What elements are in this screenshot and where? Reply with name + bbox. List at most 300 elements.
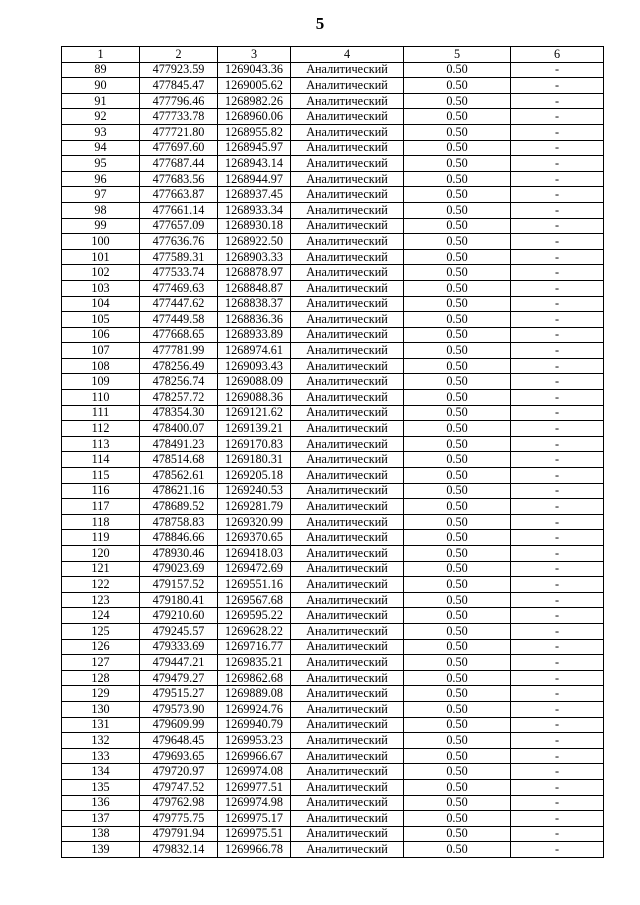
point-number-cell: 123 (62, 592, 140, 608)
note-cell: - (511, 764, 604, 780)
table-row (62, 639, 604, 655)
point-number-cell: 132 (62, 733, 140, 749)
y-coordinate-cell: 1268930.18 (218, 218, 291, 234)
accuracy-cell: 0.50 (404, 405, 511, 421)
x-coordinate-cell: 478256.49 (140, 358, 218, 374)
accuracy-cell: 0.50 (404, 483, 511, 499)
method-cell: Аналитический (291, 171, 404, 187)
table-row (62, 779, 604, 795)
x-coordinate-cell: 478256.74 (140, 374, 218, 390)
method-cell: Аналитический (291, 670, 404, 686)
note-cell: - (511, 826, 604, 842)
x-coordinate-cell: 479720.97 (140, 764, 218, 780)
point-number-cell: 136 (62, 795, 140, 811)
note-cell: - (511, 312, 604, 328)
y-coordinate-cell: 1269974.08 (218, 764, 291, 780)
accuracy-cell: 0.50 (404, 452, 511, 468)
point-number-cell: 114 (62, 452, 140, 468)
table-row (62, 124, 604, 140)
table-row (62, 577, 604, 593)
y-coordinate-cell: 1268933.34 (218, 202, 291, 218)
note-cell: - (511, 109, 604, 125)
note-cell: - (511, 623, 604, 639)
method-cell: Аналитический (291, 779, 404, 795)
x-coordinate-cell: 478689.52 (140, 499, 218, 515)
table-row (62, 748, 604, 764)
x-coordinate-cell: 477533.74 (140, 265, 218, 281)
table-row (62, 218, 604, 234)
accuracy-cell: 0.50 (404, 811, 511, 827)
method-cell: Аналитический (291, 452, 404, 468)
note-cell: - (511, 530, 604, 546)
note-cell: - (511, 670, 604, 686)
x-coordinate-cell: 477845.47 (140, 78, 218, 94)
point-number-cell: 97 (62, 187, 140, 203)
method-cell: Аналитический (291, 623, 404, 639)
point-number-cell: 103 (62, 280, 140, 296)
method-cell: Аналитический (291, 374, 404, 390)
note-cell: - (511, 78, 604, 94)
accuracy-cell: 0.50 (404, 670, 511, 686)
y-coordinate-cell: 1268945.97 (218, 140, 291, 156)
y-coordinate-cell: 1269567.68 (218, 592, 291, 608)
accuracy-cell: 0.50 (404, 171, 511, 187)
accuracy-cell: 0.50 (404, 826, 511, 842)
x-coordinate-cell: 477449.58 (140, 312, 218, 328)
x-coordinate-cell: 479762.98 (140, 795, 218, 811)
accuracy-cell: 0.50 (404, 187, 511, 203)
method-cell: Аналитический (291, 202, 404, 218)
note-cell: - (511, 795, 604, 811)
note-cell: - (511, 374, 604, 390)
y-coordinate-cell: 1269551.16 (218, 577, 291, 593)
x-coordinate-cell: 477781.99 (140, 343, 218, 359)
point-number-cell: 108 (62, 358, 140, 374)
note-cell: - (511, 124, 604, 140)
header-cell-4: 4 (291, 47, 404, 63)
x-coordinate-cell: 477721.80 (140, 124, 218, 140)
accuracy-cell: 0.50 (404, 795, 511, 811)
point-number-cell: 95 (62, 156, 140, 172)
y-coordinate-cell: 1268955.82 (218, 124, 291, 140)
y-coordinate-cell: 1269093.43 (218, 358, 291, 374)
point-number-cell: 92 (62, 109, 140, 125)
method-cell: Аналитический (291, 686, 404, 702)
x-coordinate-cell: 477661.14 (140, 202, 218, 218)
y-coordinate-cell: 1269835.21 (218, 655, 291, 671)
note-cell: - (511, 93, 604, 109)
header-cell-2: 2 (140, 47, 218, 63)
method-cell: Аналитический (291, 639, 404, 655)
x-coordinate-cell: 477733.78 (140, 109, 218, 125)
note-cell: - (511, 436, 604, 452)
method-cell: Аналитический (291, 109, 404, 125)
table-row (62, 436, 604, 452)
table-row (62, 514, 604, 530)
point-number-cell: 111 (62, 405, 140, 421)
y-coordinate-cell: 1268922.50 (218, 234, 291, 250)
table-row (62, 312, 604, 328)
y-coordinate-cell: 1269418.03 (218, 546, 291, 562)
table-row (62, 842, 604, 858)
method-cell: Аналитический (291, 78, 404, 94)
accuracy-cell: 0.50 (404, 639, 511, 655)
note-cell: - (511, 249, 604, 265)
method-cell: Аналитический (291, 234, 404, 250)
point-number-cell: 89 (62, 62, 140, 78)
y-coordinate-cell: 1268937.45 (218, 187, 291, 203)
point-number-cell: 120 (62, 546, 140, 562)
note-cell: - (511, 452, 604, 468)
method-cell: Аналитический (291, 343, 404, 359)
accuracy-cell: 0.50 (404, 390, 511, 406)
note-cell: - (511, 701, 604, 717)
table-row (62, 140, 604, 156)
table-header (62, 47, 604, 63)
x-coordinate-cell: 477589.31 (140, 249, 218, 265)
table-row (62, 608, 604, 624)
method-cell: Аналитический (291, 265, 404, 281)
x-coordinate-cell: 479573.90 (140, 701, 218, 717)
accuracy-cell: 0.50 (404, 577, 511, 593)
point-number-cell: 113 (62, 436, 140, 452)
table-row (62, 327, 604, 343)
accuracy-cell: 0.50 (404, 499, 511, 515)
accuracy-cell: 0.50 (404, 156, 511, 172)
y-coordinate-cell: 1269889.08 (218, 686, 291, 702)
method-cell: Аналитический (291, 436, 404, 452)
note-cell: - (511, 577, 604, 593)
note-cell: - (511, 405, 604, 421)
table-row (62, 468, 604, 484)
method-cell: Аналитический (291, 249, 404, 265)
accuracy-cell: 0.50 (404, 78, 511, 94)
point-number-cell: 93 (62, 124, 140, 140)
note-cell: - (511, 748, 604, 764)
point-number-cell: 133 (62, 748, 140, 764)
note-cell: - (511, 296, 604, 312)
table-row (62, 296, 604, 312)
accuracy-cell: 0.50 (404, 764, 511, 780)
point-number-cell: 116 (62, 483, 140, 499)
x-coordinate-cell: 477687.44 (140, 156, 218, 172)
point-number-cell: 100 (62, 234, 140, 250)
method-cell: Аналитический (291, 561, 404, 577)
point-number-cell: 135 (62, 779, 140, 795)
method-cell: Аналитический (291, 826, 404, 842)
table-row (62, 93, 604, 109)
point-number-cell: 98 (62, 202, 140, 218)
table-body (62, 62, 604, 857)
y-coordinate-cell: 1268903.33 (218, 249, 291, 265)
x-coordinate-cell: 479180.41 (140, 592, 218, 608)
point-number-cell: 102 (62, 265, 140, 281)
method-cell: Аналитический (291, 218, 404, 234)
y-coordinate-cell: 1269975.51 (218, 826, 291, 842)
note-cell: - (511, 811, 604, 827)
table-row (62, 655, 604, 671)
note-cell: - (511, 608, 604, 624)
x-coordinate-cell: 477636.76 (140, 234, 218, 250)
accuracy-cell: 0.50 (404, 62, 511, 78)
note-cell: - (511, 779, 604, 795)
method-cell: Аналитический (291, 655, 404, 671)
accuracy-cell: 0.50 (404, 842, 511, 858)
note-cell: - (511, 343, 604, 359)
method-cell: Аналитический (291, 140, 404, 156)
accuracy-cell: 0.50 (404, 202, 511, 218)
table-row (62, 686, 604, 702)
table-row (62, 826, 604, 842)
point-number-cell: 91 (62, 93, 140, 109)
table-row (62, 62, 604, 78)
accuracy-cell: 0.50 (404, 530, 511, 546)
x-coordinate-cell: 479832.14 (140, 842, 218, 858)
method-cell: Аналитический (291, 530, 404, 546)
note-cell: - (511, 655, 604, 671)
note-cell: - (511, 234, 604, 250)
accuracy-cell: 0.50 (404, 779, 511, 795)
table-row (62, 499, 604, 515)
point-number-cell: 138 (62, 826, 140, 842)
table-row (62, 405, 604, 421)
accuracy-cell: 0.50 (404, 218, 511, 234)
method-cell: Аналитический (291, 62, 404, 78)
method-cell: Аналитический (291, 717, 404, 733)
x-coordinate-cell: 477663.87 (140, 187, 218, 203)
table-row (62, 374, 604, 390)
point-number-cell: 127 (62, 655, 140, 671)
accuracy-cell: 0.50 (404, 686, 511, 702)
accuracy-cell: 0.50 (404, 343, 511, 359)
note-cell: - (511, 686, 604, 702)
table-row (62, 701, 604, 717)
x-coordinate-cell: 479609.99 (140, 717, 218, 733)
table-row (62, 234, 604, 250)
x-coordinate-cell: 477796.46 (140, 93, 218, 109)
y-coordinate-cell: 1269924.76 (218, 701, 291, 717)
method-cell: Аналитический (291, 296, 404, 312)
note-cell: - (511, 842, 604, 858)
method-cell: Аналитический (291, 748, 404, 764)
y-coordinate-cell: 1269088.09 (218, 374, 291, 390)
table-row (62, 171, 604, 187)
y-coordinate-cell: 1269180.31 (218, 452, 291, 468)
y-coordinate-cell: 1269966.78 (218, 842, 291, 858)
accuracy-cell: 0.50 (404, 592, 511, 608)
note-cell: - (511, 358, 604, 374)
point-number-cell: 137 (62, 811, 140, 827)
table-row (62, 670, 604, 686)
y-coordinate-cell: 1269977.51 (218, 779, 291, 795)
accuracy-cell: 0.50 (404, 608, 511, 624)
x-coordinate-cell: 478257.72 (140, 390, 218, 406)
header-row (62, 47, 604, 63)
note-cell: - (511, 171, 604, 187)
header-cell-5: 5 (404, 47, 511, 63)
point-number-cell: 96 (62, 171, 140, 187)
point-number-cell: 117 (62, 499, 140, 515)
method-cell: Аналитический (291, 701, 404, 717)
note-cell: - (511, 265, 604, 281)
y-coordinate-cell: 1269240.53 (218, 483, 291, 499)
method-cell: Аналитический (291, 468, 404, 484)
point-number-cell: 122 (62, 577, 140, 593)
y-coordinate-cell: 1269170.83 (218, 436, 291, 452)
y-coordinate-cell: 1269974.98 (218, 795, 291, 811)
accuracy-cell: 0.50 (404, 312, 511, 328)
point-number-cell: 90 (62, 78, 140, 94)
accuracy-cell: 0.50 (404, 623, 511, 639)
method-cell: Аналитический (291, 842, 404, 858)
x-coordinate-cell: 479775.75 (140, 811, 218, 827)
method-cell: Аналитический (291, 280, 404, 296)
y-coordinate-cell: 1269862.68 (218, 670, 291, 686)
y-coordinate-cell: 1268974.61 (218, 343, 291, 359)
method-cell: Аналитический (291, 405, 404, 421)
method-cell: Аналитический (291, 312, 404, 328)
table-row (62, 156, 604, 172)
point-number-cell: 105 (62, 312, 140, 328)
y-coordinate-cell: 1269940.79 (218, 717, 291, 733)
y-coordinate-cell: 1268933.89 (218, 327, 291, 343)
table-row (62, 265, 604, 281)
note-cell: - (511, 280, 604, 296)
table-row (62, 546, 604, 562)
x-coordinate-cell: 477683.56 (140, 171, 218, 187)
y-coordinate-cell: 1269953.23 (218, 733, 291, 749)
x-coordinate-cell: 477697.60 (140, 140, 218, 156)
x-coordinate-cell: 479791.94 (140, 826, 218, 842)
note-cell: - (511, 499, 604, 515)
y-coordinate-cell: 1269966.67 (218, 748, 291, 764)
x-coordinate-cell: 478514.68 (140, 452, 218, 468)
x-coordinate-cell: 479479.27 (140, 670, 218, 686)
method-cell: Аналитический (291, 577, 404, 593)
point-number-cell: 101 (62, 249, 140, 265)
x-coordinate-cell: 479447.21 (140, 655, 218, 671)
x-coordinate-cell: 478562.61 (140, 468, 218, 484)
x-coordinate-cell: 479157.52 (140, 577, 218, 593)
note-cell: - (511, 733, 604, 749)
x-coordinate-cell: 477469.63 (140, 280, 218, 296)
accuracy-cell: 0.50 (404, 514, 511, 530)
x-coordinate-cell: 479747.52 (140, 779, 218, 795)
point-number-cell: 126 (62, 639, 140, 655)
table-row (62, 202, 604, 218)
y-coordinate-cell: 1269088.36 (218, 390, 291, 406)
accuracy-cell: 0.50 (404, 561, 511, 577)
y-coordinate-cell: 1268848.87 (218, 280, 291, 296)
method-cell: Аналитический (291, 608, 404, 624)
x-coordinate-cell: 477923.59 (140, 62, 218, 78)
method-cell: Аналитический (291, 592, 404, 608)
method-cell: Аналитический (291, 156, 404, 172)
y-coordinate-cell: 1269205.18 (218, 468, 291, 484)
method-cell: Аналитический (291, 764, 404, 780)
accuracy-cell: 0.50 (404, 655, 511, 671)
accuracy-cell: 0.50 (404, 109, 511, 125)
x-coordinate-cell: 479210.60 (140, 608, 218, 624)
note-cell: - (511, 561, 604, 577)
x-coordinate-cell: 479333.69 (140, 639, 218, 655)
note-cell: - (511, 202, 604, 218)
table-row (62, 358, 604, 374)
x-coordinate-cell: 478491.23 (140, 436, 218, 452)
x-coordinate-cell: 479515.27 (140, 686, 218, 702)
coordinates-table (61, 46, 604, 858)
accuracy-cell: 0.50 (404, 546, 511, 562)
header-cell-3: 3 (218, 47, 291, 63)
method-cell: Аналитический (291, 358, 404, 374)
accuracy-cell: 0.50 (404, 93, 511, 109)
x-coordinate-cell: 477447.62 (140, 296, 218, 312)
table-row (62, 764, 604, 780)
accuracy-cell: 0.50 (404, 748, 511, 764)
table-row (62, 561, 604, 577)
note-cell: - (511, 546, 604, 562)
y-coordinate-cell: 1269121.62 (218, 405, 291, 421)
x-coordinate-cell: 478354.30 (140, 405, 218, 421)
accuracy-cell: 0.50 (404, 249, 511, 265)
note-cell: - (511, 483, 604, 499)
table-row (62, 421, 604, 437)
point-number-cell: 99 (62, 218, 140, 234)
x-coordinate-cell: 477657.09 (140, 218, 218, 234)
table-row (62, 733, 604, 749)
table-row (62, 78, 604, 94)
x-coordinate-cell: 479693.65 (140, 748, 218, 764)
y-coordinate-cell: 1269472.69 (218, 561, 291, 577)
method-cell: Аналитический (291, 390, 404, 406)
point-number-cell: 121 (62, 561, 140, 577)
table-row (62, 109, 604, 125)
point-number-cell: 129 (62, 686, 140, 702)
table-row (62, 623, 604, 639)
note-cell: - (511, 140, 604, 156)
y-coordinate-cell: 1268878.97 (218, 265, 291, 281)
method-cell: Аналитический (291, 733, 404, 749)
table-row (62, 343, 604, 359)
method-cell: Аналитический (291, 811, 404, 827)
point-number-cell: 109 (62, 374, 140, 390)
point-number-cell: 134 (62, 764, 140, 780)
point-number-cell: 107 (62, 343, 140, 359)
note-cell: - (511, 514, 604, 530)
table-row (62, 717, 604, 733)
point-number-cell: 115 (62, 468, 140, 484)
y-coordinate-cell: 1268960.06 (218, 109, 291, 125)
x-coordinate-cell: 479023.69 (140, 561, 218, 577)
accuracy-cell: 0.50 (404, 436, 511, 452)
header-cell-6: 6 (511, 47, 604, 63)
method-cell: Аналитический (291, 187, 404, 203)
y-coordinate-cell: 1269595.22 (218, 608, 291, 624)
method-cell: Аналитический (291, 124, 404, 140)
accuracy-cell: 0.50 (404, 701, 511, 717)
x-coordinate-cell: 478930.46 (140, 546, 218, 562)
table-row (62, 452, 604, 468)
accuracy-cell: 0.50 (404, 265, 511, 281)
point-number-cell: 112 (62, 421, 140, 437)
accuracy-cell: 0.50 (404, 717, 511, 733)
method-cell: Аналитический (291, 483, 404, 499)
point-number-cell: 104 (62, 296, 140, 312)
accuracy-cell: 0.50 (404, 327, 511, 343)
table-row (62, 390, 604, 406)
x-coordinate-cell: 479245.57 (140, 623, 218, 639)
accuracy-cell: 0.50 (404, 733, 511, 749)
